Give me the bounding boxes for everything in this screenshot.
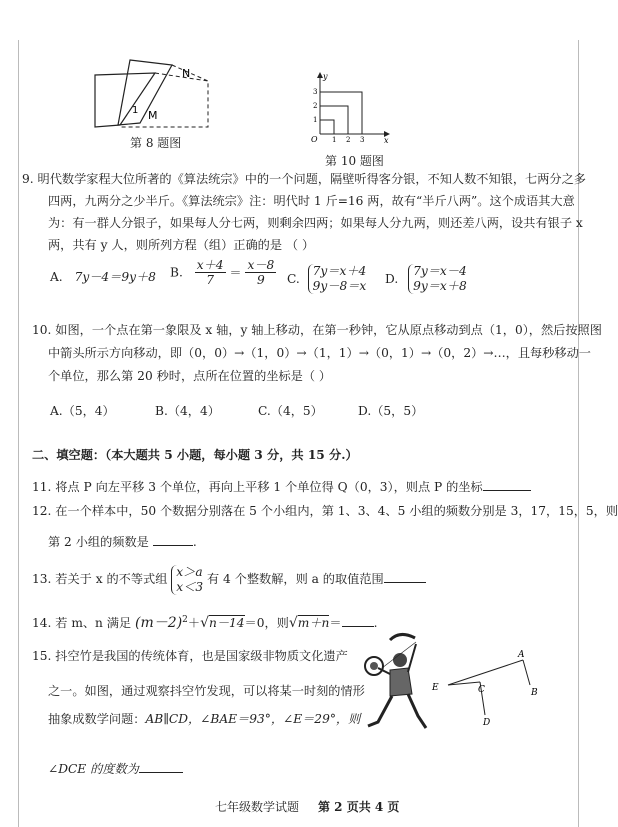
q13-answer-blank (384, 570, 426, 583)
q13-line (32, 562, 426, 596)
q9-option-d (385, 264, 467, 294)
q14-answer-blank (342, 614, 374, 627)
q9-option-c-system: 7y＝x＋4 9y－8＝x (308, 264, 367, 294)
q13-prefix: 13. 若关于 x 的不等式组 (32, 572, 168, 586)
fig10-tick-x2: 2 (346, 136, 351, 144)
q15-line-2: 之一。如图，通过观察抖空竹发现，可以将某一时刻的情形 (48, 684, 365, 698)
fig10-tick-y2: 2 (313, 102, 318, 110)
q9-option-b-fraction-right: $\frac{x-8}{9}$ (247, 258, 275, 287)
q11-line (32, 478, 531, 495)
q9-option-a-expression: 7y－4＝9y＋8 (74, 270, 156, 284)
q14-equals-zero: ＝0，则 (244, 616, 289, 631)
q14-prefix: 14. 若 m、n 满足 (32, 616, 132, 631)
q12-line-2: 第 2 小组的频数是 . (48, 535, 197, 549)
fig10-tick-x1: 1 (332, 136, 337, 144)
q13-suffix: 有 4 个整数解，则 a 的取值范围 (206, 572, 384, 586)
q9-line-1: 9. 明代数学家程大位所著的《算法统宗》中的一个问题，隔壁听得客分银，不知人数不知银，七两分之多 (22, 172, 586, 186)
q15-question: ∠DCE 的度数为 (48, 762, 139, 776)
q14-radicand-1: n－14 (209, 616, 245, 631)
footer-page-number: 第 2 页共 4 页 (318, 800, 400, 814)
q15-line-4 (48, 760, 183, 777)
q10-option-b: B.（4，4） (155, 404, 220, 418)
option-label: A. (50, 270, 63, 284)
option-label: C. (287, 272, 300, 286)
diabolo-player-illustration (360, 630, 432, 735)
fig10-tick-x3: 3 (360, 136, 365, 144)
fig8-label-1: 1 (132, 105, 139, 116)
figure-8-diagram (90, 55, 215, 135)
fig8-label-n: N (182, 67, 191, 80)
fig10-tick-y1: 1 (313, 116, 318, 124)
fig10-tick-y3: 3 (313, 88, 318, 96)
fig15-label-e: E (432, 683, 439, 693)
right-margin-line (578, 40, 579, 827)
q9-line-4: 两，共有 y 人，则所列方程（组）正确的是 （ ） (48, 238, 315, 252)
q11-answer-blank (483, 478, 531, 491)
sqrt-icon: √ (200, 615, 209, 632)
q15-line-1: 15. 抖空竹是我国的传统体育，也是国家级非物质文化遗产 (32, 649, 348, 663)
q15-condition: AB∥CD，∠BAE＝93°，∠E＝29°，则 (145, 712, 361, 726)
fig15-label-a: A (518, 650, 525, 660)
footer-subject: 七年级数学试题 (215, 800, 300, 814)
option-label: D. (385, 272, 399, 286)
q9-option-c (287, 264, 366, 294)
q15-line-3: 抽象成数学问题：AB∥CD，∠BAE＝93°，∠E＝29°，则 (48, 712, 361, 726)
q14-exponent: 2 (182, 615, 188, 625)
q12-answer-blank (153, 533, 193, 546)
figure-10-caption: 第 10 题图 (325, 154, 384, 168)
q10-option-d: D.（5，5） (358, 404, 424, 418)
figure-10-diagram (312, 72, 392, 144)
q10-option-a: A.（5，4） (50, 404, 115, 418)
q14-square-term: (m－2) (135, 615, 183, 632)
q10-line-2: 中箭头所示方向移动，即（0，0）→（1，0）→（1，1）→（0，1）→（0，2）→…，且每秒移动一 (48, 346, 591, 360)
fig10-x-axis-label: x (384, 136, 389, 145)
q9-option-b: B. $\frac{x+4}{7}$ ＝ $\frac{x-8}{9}$ (170, 258, 275, 287)
sqrt-icon: √ (288, 615, 298, 632)
fig15-label-c: C (478, 685, 485, 695)
fig10-y-axis-label: y (323, 72, 328, 81)
q12-line-1: 12. 在一个样本中，50 个数据分别落在 5 个小组内，第 1、3、4、5 小组的频数分别是 3，17，15，5，则 (32, 504, 618, 518)
q14-line: 14. 若 m、n 满足 $(m-2)^2+√n-14=0$，则√m＋n＝ . (32, 615, 378, 632)
fig15-label-d: D (483, 718, 491, 728)
q9-option-d-system: 7y＝x－4 9y＝x＋8 (408, 264, 467, 294)
option-label: B. (170, 265, 183, 280)
q9-option-a (50, 268, 156, 285)
fig15-label-b: B (531, 688, 538, 698)
q9-line-2: 四两，九两分之少半斤。《算法统宗》注：明代时 1 斤=16 两，故有“半斤八两”。这个成语其大意 (48, 194, 575, 208)
q13-inequality-system: x＞a x＜3 (171, 565, 203, 595)
q9-option-b-fraction-left: $\frac{x+4}{7}$ (196, 258, 224, 287)
q15-answer-blank (139, 760, 183, 773)
q11-text: 11. 将点 P 向左平移 3 个单位，再向上平移 1 个单位得 Q（0，3），则点 P 的坐标 (32, 480, 483, 494)
fig10-origin-label: O (311, 135, 318, 144)
figure-8-caption: 第 8 题图 (130, 136, 182, 150)
q10-line-3: 个单位，那么第 20 秒时，点所在位置的坐标是（ ） (48, 369, 332, 383)
q10-option-c: C.（4，5） (258, 404, 323, 418)
figure-15-diagram (430, 645, 550, 730)
q12-text: 第 2 小组的频数是 (48, 535, 149, 549)
fig8-label-m: M (148, 109, 158, 122)
left-margin-line (18, 40, 19, 827)
q10-line-1: 10. 如图，一个点在第一象限及 x 轴，y 轴上移动，在第一秒钟，它从原点移动到点（1，0），然后按照图 (32, 323, 602, 337)
q14-radicand-2: m＋n (297, 616, 330, 631)
q9-line-3: 为：有一群人分银子，如果每人分七两，则剩余四两；如果每人分九两，则还差八两，设共有银子 x (48, 216, 583, 230)
section-2-heading: 二、填空题：（本大题共 5 小题，每小题 3 分，共 15 分.） (32, 448, 358, 462)
